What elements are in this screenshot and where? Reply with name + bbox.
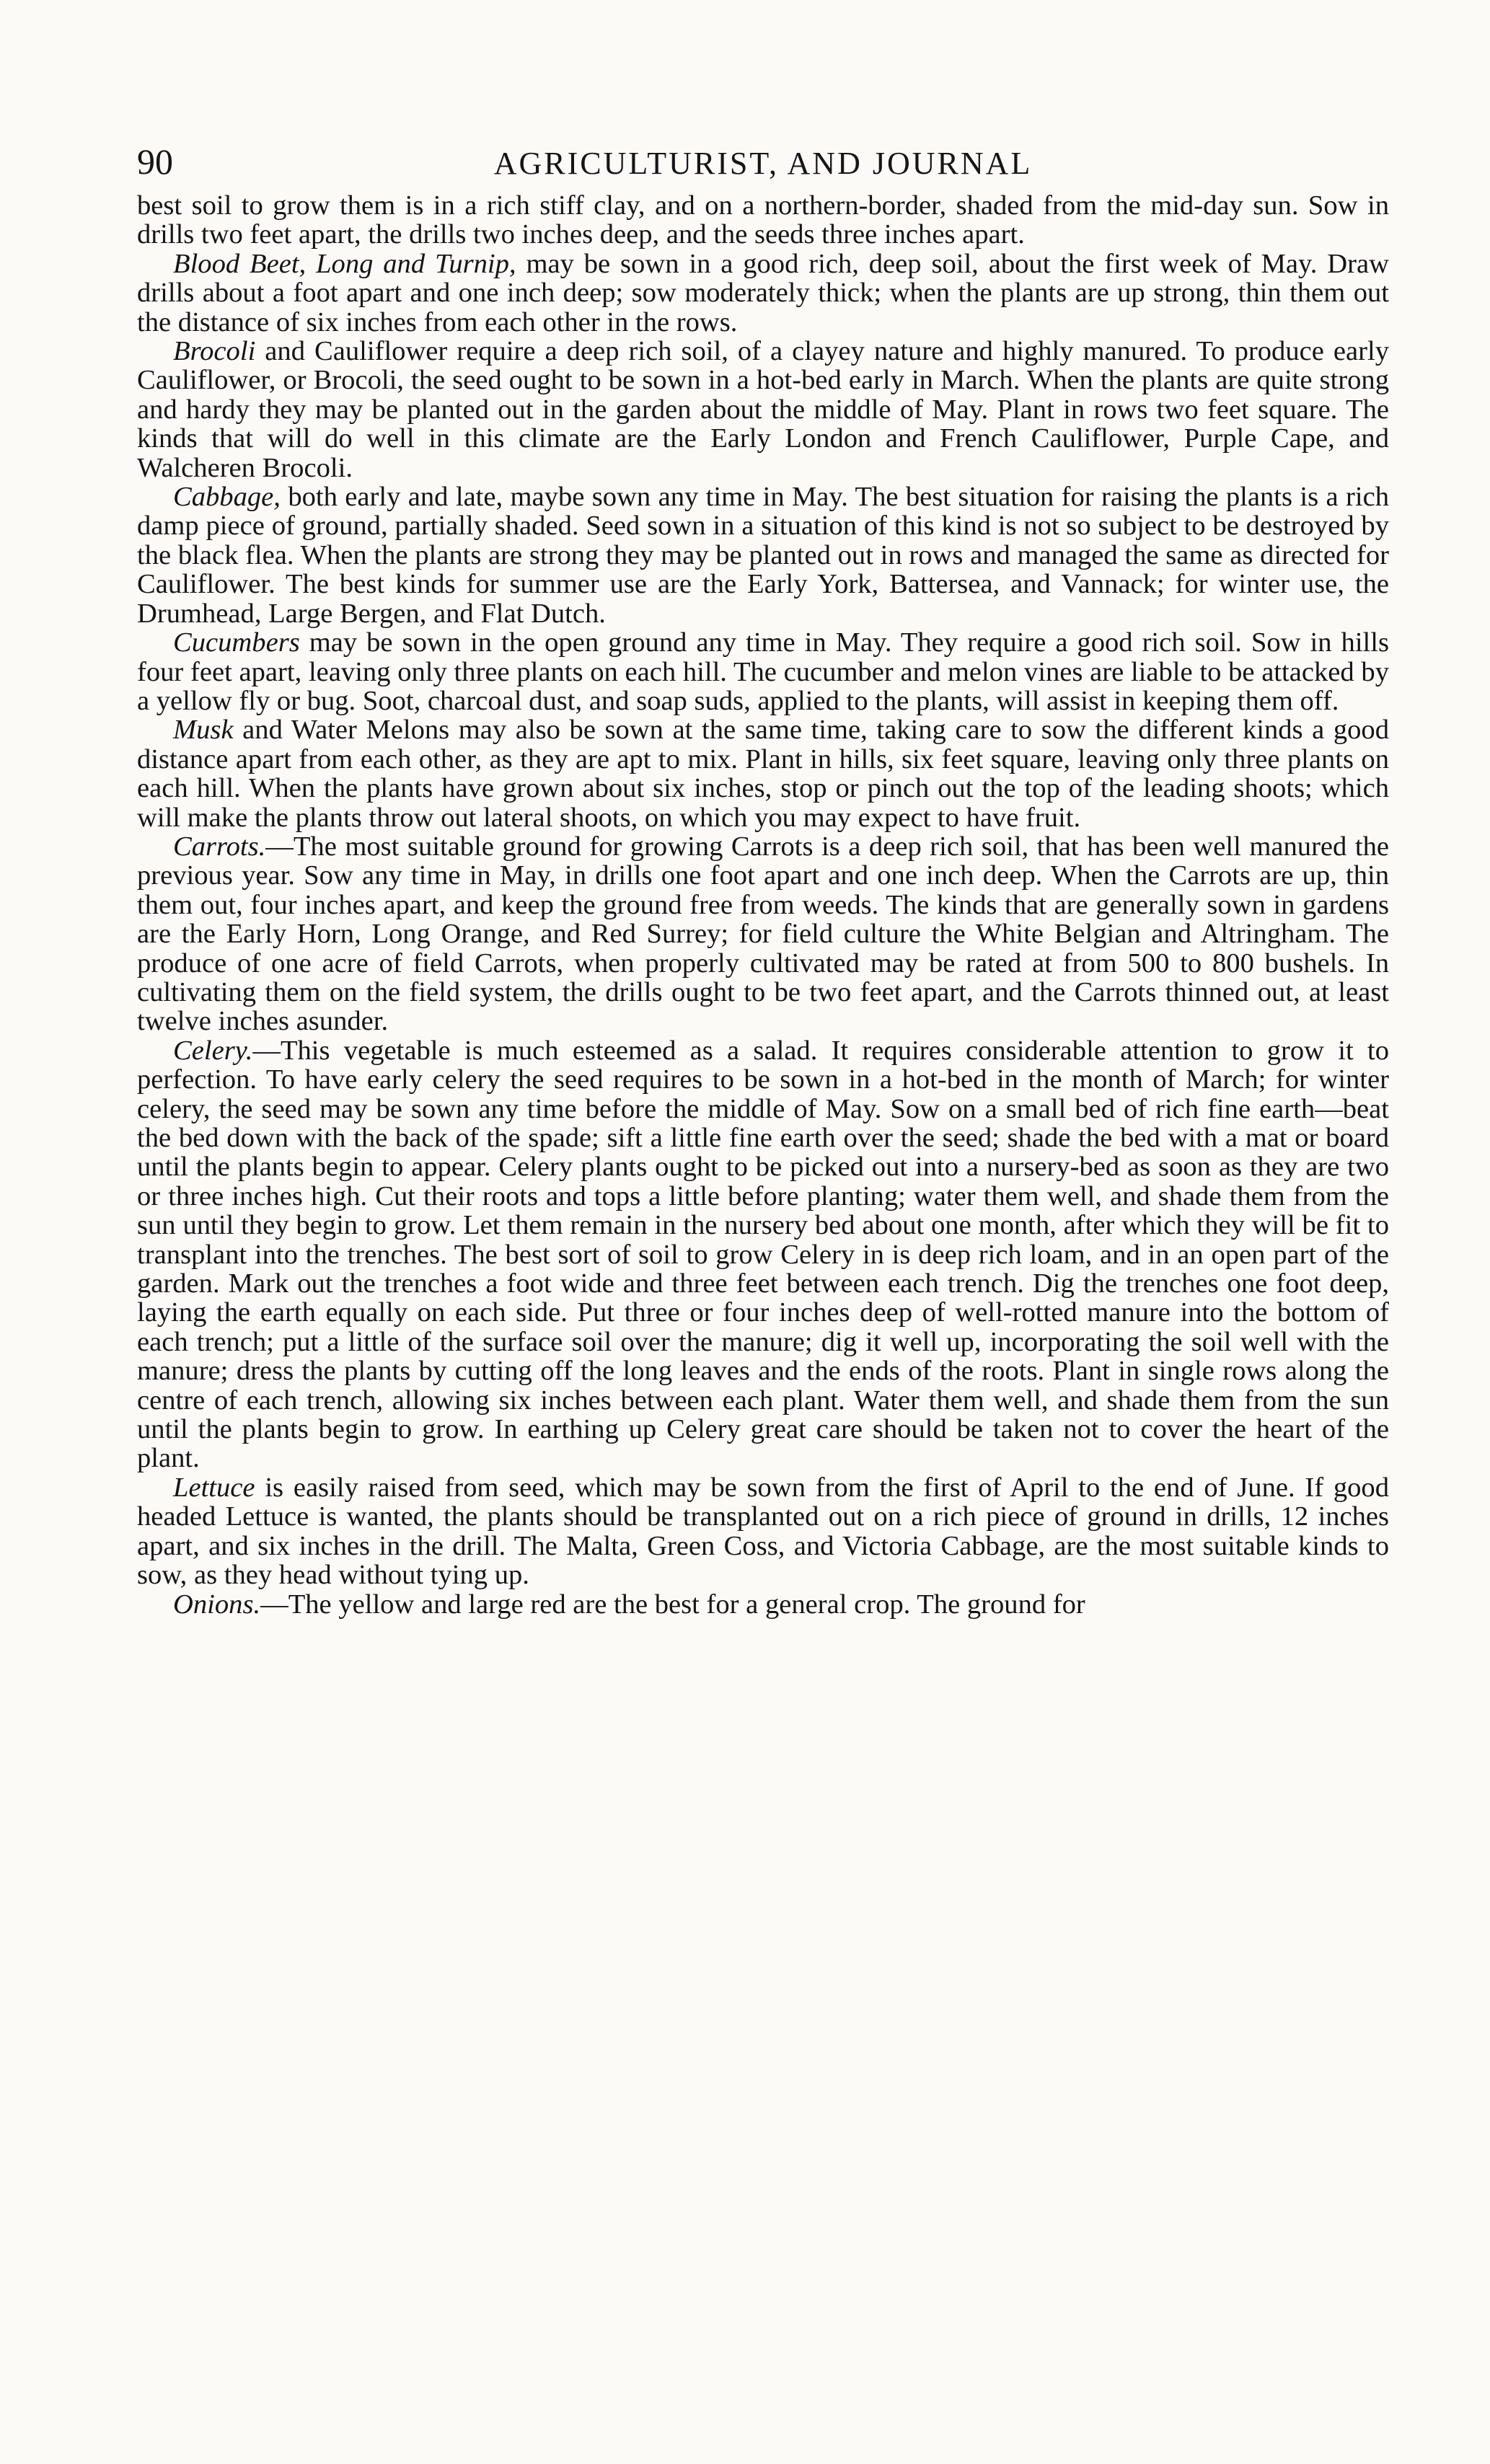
paragraph-text: and Cauliflower require a deep rich soil, of a clayey nature and highly manured. To produce early Cauliflower, or Brocoli, the seed ought to be sown in a hot-bed early in March. When the plants are quite strong and hardy they may be planted out in the garden about the middle of May. Plant in rows two feet square. The kinds that will do well in this climate are the Early London and French Cauliflower, Purple Cape, and Walcheren Brocoli. [137,336,1389,483]
paragraph-text: and Water Melons may also be sown at the same time, taking care to sow the different kinds a good distance apart from each other, as they are apt to mix. Plant in hills, six feet square, leaving only three plants on each hill. When the plants have grown about six inches, stop or pinch out the top of the leading shoots; which will make the plants throw out lateral shoots, on which you may expect to have fruit. [137,715,1389,833]
paragraph [137,832,1389,1036]
running-title: AGRICULTURIST, AND JOURNAL [493,146,1033,181]
paragraph-text: —The yellow and large red are the best for a general crop. The ground for [260,1589,1085,1620]
paragraph-text: best soil to grow them is in a rich stiff clay, and on a northern-border, shaded from the mid-day sun. Sow in drills two feet apart, the drills two inches deep, and the seeds three inches apart. [137,190,1389,250]
paragraph-text: —The most suitable ground for growing Carrots is a deep rich soil, that has been well manured the previous year. Sow any time in May, in drills one foot apart and one inch deep. When the Carrots are up, thin them out, four inches apart, and keep the ground free from weeds. The kinds that are generally sown in gardens are the Early Horn, Long Orange, and Red Surrey; for field culture the White Belgian and Altringham. The produce of one acre of field Carrots, when properly cultivated may be rated at from 500 to 800 bushels. In cultivating them on the field system, the drills ought to be two feet apart, and the Carrots thinned out, at least twelve inches asunder. [137,831,1389,1037]
paragraph-term: Musk [173,715,234,746]
paragraph-text: may be sown in a good rich, deep soil, about the first week of May. Draw drills about a foot apart and one inch deep; sow moderately thick; when the plants are up strong, thin them out the distance of six inches from each other in the rows. [137,248,1389,337]
paragraph-text: both early and late, maybe sown any time in May. The best situation for raising the plants is a rich damp piece of ground, partially shaded. Seed sown in a situation of this kind is not so subject to be destroyed by the black flea. When the plants are strong they may be planted out in rows and managed the same as directed for Cauliflower. The best kinds for summer use are the Early York, Battersea, and Vannack; for winter use, the Drumhead, Large Bergen, and Flat Dutch. [137,482,1389,629]
page-header [137,141,1389,191]
paragraph-term: Blood Beet, Long and Turnip, [173,248,516,279]
paragraph [137,1590,1389,1619]
paragraph-term: Brocoli [173,336,256,367]
paragraph [137,482,1389,628]
page-number: 90 [137,141,173,182]
paragraph [137,191,1389,250]
paragraph [137,250,1389,337]
paragraph [137,1473,1389,1590]
paragraph-text: may be sown in the open ground any time in May. They require a good rich soil. Sow in hills four feet apart, leaving only three plants on each hill. The cucumber and melon vines are liable to be attacked by a yellow fly or bug. Soot, charcoal dust, and soap suds, applied to the plants, will assist in keeping them off. [137,627,1389,716]
paragraph-term: Celery. [173,1035,253,1066]
paragraph-text: —This vegetable is much esteemed as a salad. It requires considerable attention to grow it to perfection. To have early celery the seed requires to be sown in a hot-bed in the month of March; for winter celery, the seed may be sown any time before the middle of May. Sow on a small bed of rich fine earth—beat the bed down with the back of the spade; sift a little fine earth over the seed; shade the bed with a mat or board until the plants begin to appear. Celery plants ought to be picked out into a nursery-bed as soon as they are two or three inches high. Cut their roots and tops a little before planting; water them well, and shade them from the sun until they begin to grow. Let them remain in the nursery bed about one month, after which they will be fit to transplant into the trenches. The best sort of soil to grow Celery in is deep rich loam, and in an open part of the garden. Mark out the trenches a foot wide and three feet between each trench. Dig the trenches one foot deep, laying the earth equally on each side. Put three or four inches deep of well-rotted manure into the bottom of each trench; put a little of the surface soil over the manure; dig it well up, incorporating the soil well with the manure; dress the plants by cutting off the long leaves and the ends of the roots. Plant in single rows along the centre of each trench, allowing six inches between each plant. Water them well, and shade them from the sun until the plants begin to grow. In earthing up Celery great care should be taken not to cover the heart of the plant. [137,1035,1389,1474]
paragraph [137,628,1389,715]
paragraph-term: Lettuce [173,1472,255,1503]
paragraph-term: Cabbage, [173,482,281,513]
paragraph-term: Cucumbers [173,627,300,658]
paragraph [137,337,1389,482]
paragraph-term: Onions. [173,1589,261,1620]
paragraph-text: is easily raised from seed, which may be sown from the first of April to the end of June. If good headed Lettuce is wanted, the plants should be transplanted out on a rich piece of ground in drills, 12 inches apart, and six inches in the drill. The Malta, Green Coss, and Victoria Cabbage, are the most suitable kinds to sow, as they head without tying up. [137,1472,1389,1591]
paragraph-term: Carrots. [173,831,266,862]
paragraph [137,1036,1389,1473]
article-body [137,191,1389,1619]
paragraph [137,715,1389,832]
